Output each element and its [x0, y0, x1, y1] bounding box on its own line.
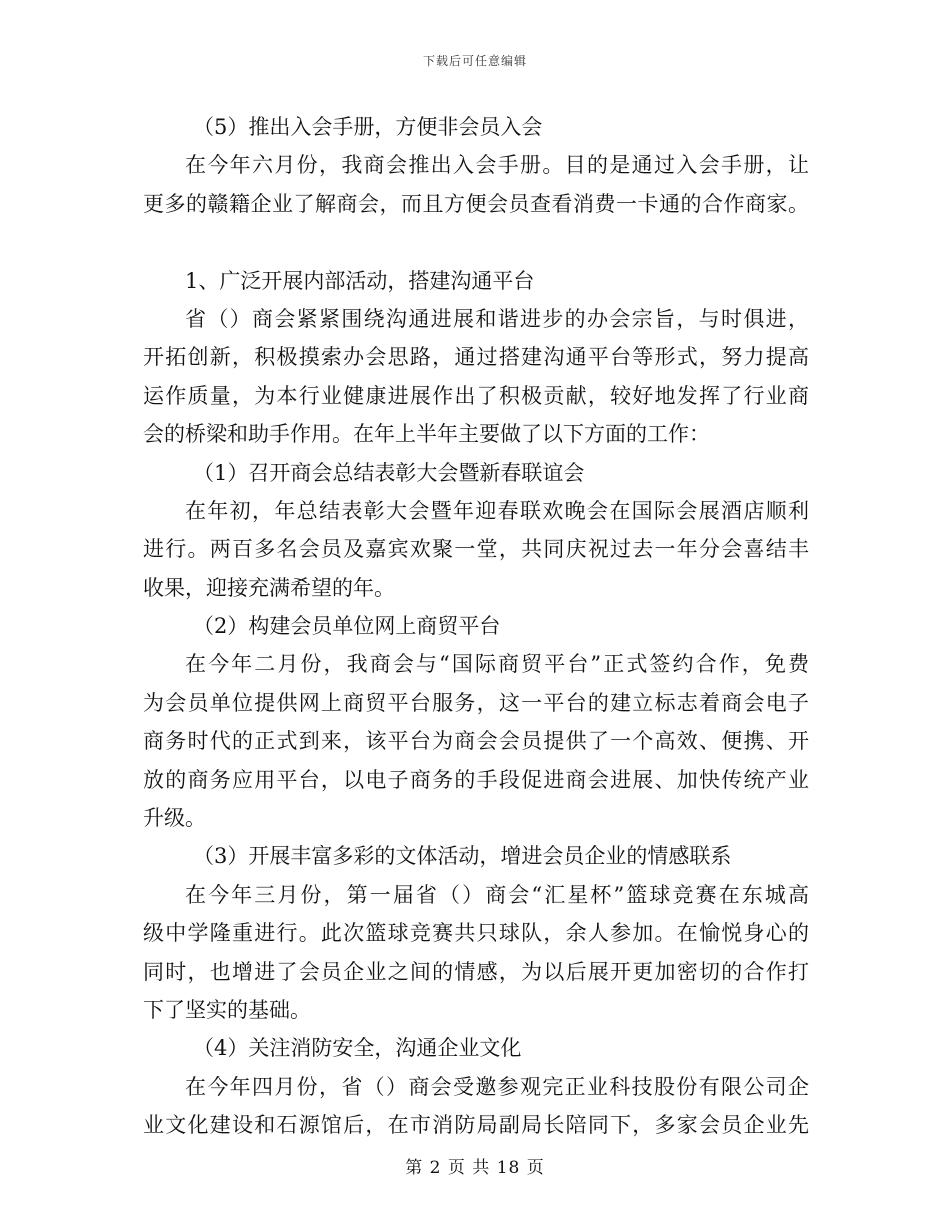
- body-text-line: 业文化建设和石源馆后，在市消防局副局长陪同下，多家会员企业先: [143, 1113, 809, 1138]
- body-text-line: 运作质量，为本行业健康进展作出了积极贡献，较好地发挥了行业商: [143, 383, 809, 408]
- section-heading-line: 1、广泛开展内部活动，搭建沟通平台: [185, 268, 535, 293]
- paragraph-gap: [143, 223, 809, 261]
- page-header: 下载后可任意编辑: [422, 54, 527, 68]
- body-text-line: 更多的赣籍企业了解商会，而且方便会员查看消费一卡通的合作商家。: [143, 191, 809, 216]
- section-heading-line: （4）关注消防安全，沟通企业文化: [193, 1036, 522, 1061]
- section-heading-line: （3）开展丰富多彩的文体活动，增进会员企业的情感联系: [193, 844, 732, 869]
- page-footer: 第 2 页 共 18 页: [405, 1158, 545, 1178]
- body-text-line: 会的桥梁和助手作用。在年上半年主要做了以下方面的工作：: [143, 422, 710, 447]
- body-text-line: 省（）商会紧紧围绕沟通进展和谐进步的办会宗旨，与时俱进，: [185, 306, 809, 331]
- body-text-line: 在今年三月份，第一届省（）商会“汇星杯”篮球竞赛在东城高: [185, 882, 809, 907]
- body-text-line: 级中学隆重进行。此次篮球竞赛共只球队，余人参加。在愉悦身心的: [143, 921, 809, 946]
- body-text-line: 进行。两百多名会员及嘉宾欢聚一堂，共同庆祝过去一年分会喜结丰: [143, 537, 809, 562]
- body-text-line: 在今年二月份，我商会与“国际商贸平台”正式签约合作，免费: [185, 652, 809, 677]
- section-heading-line: （2）构建会员单位网上商贸平台: [193, 614, 501, 639]
- body-text-line: 下了坚实的基础。: [143, 997, 311, 1022]
- section-heading-line: （1）召开商会总结表彰大会暨新春联谊会: [193, 460, 585, 485]
- body-text-line: 商务时代的正式到来，该平台为商会会员提供了一个高效、便携、开: [143, 729, 809, 754]
- body-text-line: 在今年六月份，我商会推出入会手册。目的是通过入会手册，让: [185, 153, 809, 178]
- body-text-line: 开拓创新，积极摸索办会思路，通过搭建沟通平台等形式，努力提高: [143, 345, 809, 370]
- body-text-line: 在今年四月份，省（）商会受邀参观完正业科技股份有限公司企: [185, 1074, 809, 1099]
- body-text-line: 放的商务应用平台，以电子商务的手段促进商会进展、加快传统产业: [143, 767, 809, 792]
- section-heading-line: （5）推出入会手册，方便非会员入会: [193, 115, 543, 139]
- body-text-line: 升级。: [143, 806, 206, 831]
- document-body: [143, 108, 809, 1145]
- body-text-line: 为会员单位提供网上商贸平台服务，这一平台的建立标志着商会电子: [143, 690, 809, 715]
- body-text-line: 在年初，年总结表彰大会暨年迎春联欢晚会在国际会展酒店顺利: [185, 498, 809, 523]
- body-text-line: 收果，迎接充满希望的年。: [143, 575, 395, 600]
- body-text-line: 同时，也增进了会员企业之间的情感，为以后展开更加密切的合作打: [143, 959, 809, 984]
